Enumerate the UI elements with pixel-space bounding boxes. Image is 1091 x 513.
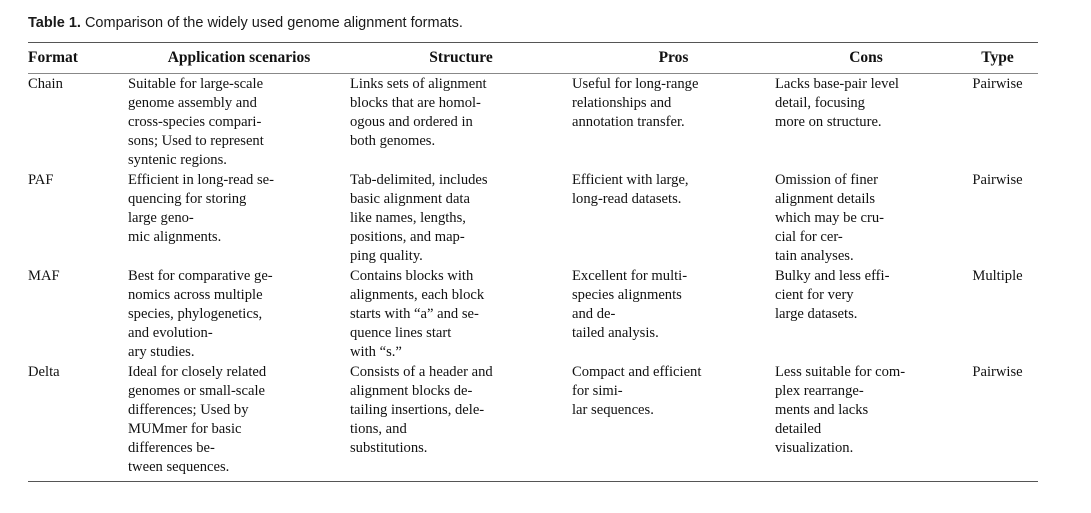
cell-application-text (128, 362, 350, 477)
cell-pros-text (572, 362, 775, 420)
cell-line: cient for very (775, 287, 854, 303)
cell-line: Suitable for large-scale (128, 76, 264, 92)
cell-line: cross-species compari- (128, 114, 262, 130)
header-cons: Cons (849, 49, 883, 66)
cell-line: genome assembly and (128, 95, 257, 111)
cell-line: plex rearrange- (775, 383, 864, 399)
cell-structure-text (350, 266, 572, 362)
cell-line: positions, and map- (350, 229, 465, 245)
cell-format: Delta (28, 364, 60, 380)
table-row (28, 266, 1038, 362)
cell-format: PAF (28, 172, 54, 188)
cell-application (128, 362, 350, 480)
cell-line: Consists of a header and (350, 364, 493, 380)
cell-line: Less suitable for com- (775, 364, 906, 380)
cell-line: like names, lengths, (350, 210, 466, 226)
table-body (28, 74, 1038, 480)
header-structure: Structure (429, 49, 493, 66)
cell-line: starts with “a” and se- (350, 306, 479, 322)
cell-line: Tab-delimited, includes (350, 172, 488, 188)
cell-application (128, 266, 350, 362)
cell-line: syntenic regions. (128, 152, 227, 168)
cell-application-text (128, 170, 350, 247)
cell-cons (775, 74, 957, 170)
cell-type: Pairwise (972, 364, 1023, 380)
cell-line: species, phylogenetics, (128, 306, 263, 322)
cell-line: relationships and (572, 95, 672, 111)
cell-line: for simi- (572, 383, 623, 399)
cell-line: Compact and efficient (572, 364, 702, 380)
cell-line: tailed analysis. (572, 325, 659, 341)
comparison-table (28, 43, 1038, 480)
table-header-row (28, 43, 1038, 73)
cell-line: Efficient with large, (572, 172, 689, 188)
cell-type: Multiple (972, 268, 1023, 284)
cell-pros-text (572, 266, 775, 343)
cell-cons-text (775, 74, 957, 132)
cell-line: quencing for storing (128, 191, 247, 207)
cell-line: ary studies. (128, 344, 195, 360)
cell-pros-text (572, 74, 775, 132)
cell-line: visualization. (775, 440, 854, 456)
cell-line: blocks that are homol- (350, 95, 481, 111)
cell-application (128, 170, 350, 266)
cell-pros (572, 74, 775, 170)
cell-application-text (128, 74, 350, 170)
cell-line: detail, focusing (775, 95, 865, 111)
cell-structure (350, 170, 572, 266)
cell-line: Contains blocks with (350, 268, 474, 284)
cell-line: Links sets of alignment (350, 76, 487, 92)
cell-line: mic alignments. (128, 229, 222, 245)
cell-pros (572, 362, 775, 480)
cell-line: annotation transfer. (572, 114, 685, 130)
cell-line: ping quality. (350, 248, 423, 264)
table-row (28, 170, 1038, 266)
cell-line: Excellent for multi- (572, 268, 688, 284)
cell-structure-text (350, 74, 572, 151)
cell-application (128, 74, 350, 170)
cell-type: Pairwise (972, 76, 1023, 92)
cell-line: more on structure. (775, 114, 882, 130)
cell-line: tain analyses. (775, 248, 854, 264)
cell-structure (350, 266, 572, 362)
cell-line: sons; Used to represent (128, 133, 264, 149)
cell-structure-text (350, 170, 572, 266)
cell-cons (775, 362, 957, 480)
cell-line: basic alignment data (350, 191, 470, 207)
table-row (28, 362, 1038, 480)
cell-cons-text (775, 362, 957, 458)
cell-line: nomics across multiple (128, 287, 263, 303)
cell-line: tailing insertions, dele- (350, 402, 485, 418)
cell-line: large datasets. (775, 306, 858, 322)
cell-line: quence lines start (350, 325, 452, 341)
cell-pros (572, 170, 775, 266)
caption-text: Comparison of the widely used genome alignment formats. (80, 15, 463, 31)
cell-line: Efficient in long-read se- (128, 172, 275, 188)
table-figure (28, 12, 1038, 482)
cell-line: tween sequences. (128, 459, 230, 475)
cell-line: differences be- (128, 440, 215, 456)
cell-pros-text (572, 170, 775, 209)
cell-line: Omission of finer (775, 172, 878, 188)
cell-format: Chain (28, 76, 63, 92)
cell-line: with “s.” (350, 344, 402, 360)
cell-cons-text (775, 170, 957, 266)
cell-cons (775, 170, 957, 266)
cell-line: which may be cru- (775, 210, 885, 226)
header-application: Application scenarios (167, 49, 311, 66)
cell-cons-text (775, 266, 957, 324)
cell-line: Ideal for closely related (128, 364, 267, 380)
cell-line: tions, and (350, 421, 407, 437)
cell-pros (572, 266, 775, 362)
header-pros: Pros (658, 49, 689, 66)
cell-line: both genomes. (350, 133, 436, 149)
cell-line: alignment blocks de- (350, 383, 473, 399)
cell-line: lar sequences. (572, 402, 654, 418)
table-row (28, 74, 1038, 170)
cell-line: alignments, each block (350, 287, 485, 303)
cell-line: genomes or small-scale (128, 383, 265, 399)
cell-line: long-read datasets. (572, 191, 682, 207)
cell-line: cial for cer- (775, 229, 843, 245)
cell-line: ogous and ordered in (350, 114, 473, 130)
cell-line: large geno- (128, 210, 194, 226)
cell-line: Bulky and less effi- (775, 268, 890, 284)
cell-line: Best for comparative ge- (128, 268, 273, 284)
header-format: Format (28, 49, 78, 66)
cell-type: Pairwise (972, 172, 1023, 188)
cell-structure-text (350, 362, 572, 458)
cell-line: differences; Used by (128, 402, 249, 418)
cell-line: substitutions. (350, 440, 428, 456)
cell-format: MAF (28, 268, 60, 284)
cell-line: species alignments (572, 287, 682, 303)
cell-application-text (128, 266, 350, 362)
cell-structure (350, 74, 572, 170)
cell-cons (775, 266, 957, 362)
cell-line: Useful for long-range (572, 76, 699, 92)
cell-line: MUMmer for basic (128, 421, 242, 437)
cell-line: detailed (775, 421, 822, 437)
table-bottom-rule (28, 481, 1038, 482)
header-type: Type (981, 49, 1014, 66)
cell-line: and de- (572, 306, 616, 322)
caption-label: Table 1. (28, 15, 81, 31)
table-caption (28, 12, 1038, 34)
cell-structure (350, 362, 572, 480)
cell-line: Lacks base-pair level (775, 76, 899, 92)
cell-line: and evolution- (128, 325, 213, 341)
cell-line: alignment details (775, 191, 876, 207)
cell-line: ments and lacks (775, 402, 869, 418)
